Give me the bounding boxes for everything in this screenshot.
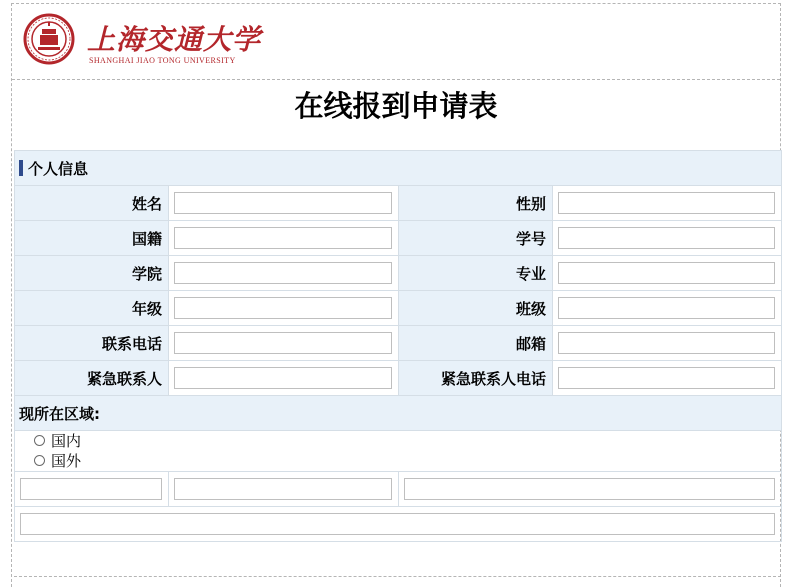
region-label: 现所在区域: xyxy=(15,396,782,431)
form-page xyxy=(11,3,781,587)
region-options xyxy=(15,431,782,472)
university-name-en: SHANGHAI JIAO TONG UNIVERSITY xyxy=(89,56,236,65)
grade-label: 年级 xyxy=(15,291,169,326)
section-marker xyxy=(19,160,23,176)
region-option-overseas[interactable] xyxy=(34,451,781,471)
section-header xyxy=(15,151,782,186)
major-input[interactable] xyxy=(558,262,775,284)
college-label: 学院 xyxy=(15,256,169,291)
form-row xyxy=(15,221,782,256)
emergency-contact-label: 紧急联系人 xyxy=(15,361,169,396)
remark-field[interactable] xyxy=(20,513,775,535)
class-label: 班级 xyxy=(399,291,553,326)
college-input[interactable] xyxy=(174,262,392,284)
page-title: 在线报到申请表 xyxy=(294,89,498,123)
form-row xyxy=(15,326,782,361)
emergency-phone-input[interactable] xyxy=(558,367,775,389)
address-field-3[interactable] xyxy=(404,478,775,500)
emergency-contact-input[interactable] xyxy=(174,367,392,389)
name-input[interactable] xyxy=(174,192,392,214)
student-id-input[interactable] xyxy=(558,227,775,249)
phone-input[interactable] xyxy=(174,332,392,354)
region-option-domestic[interactable] xyxy=(34,431,781,451)
emergency-phone-label: 紧急联系人电话 xyxy=(399,361,553,396)
radio-icon[interactable] xyxy=(34,455,45,466)
class-input[interactable] xyxy=(558,297,775,319)
radio-label: 国内 xyxy=(51,432,82,450)
divider xyxy=(14,576,781,577)
form-row xyxy=(15,186,782,221)
university-name-cn: 上海交通大学 xyxy=(87,23,262,56)
address-field-2[interactable] xyxy=(174,478,392,500)
university-header xyxy=(12,4,780,80)
radio-label: 国外 xyxy=(51,452,82,470)
phone-label: 联系电话 xyxy=(15,326,169,361)
email-input[interactable] xyxy=(558,332,775,354)
university-seal-icon xyxy=(23,13,75,65)
address-field-1[interactable] xyxy=(20,478,162,500)
nationality-input[interactable] xyxy=(174,227,392,249)
form-row xyxy=(15,256,782,291)
name-label: 姓名 xyxy=(15,186,169,221)
gender-label: 性别 xyxy=(399,186,553,221)
registration-form xyxy=(14,150,782,542)
form-row xyxy=(15,361,782,396)
nationality-label: 国籍 xyxy=(15,221,169,256)
student-id-label: 学号 xyxy=(399,221,553,256)
email-label: 邮箱 xyxy=(399,326,553,361)
major-label: 专业 xyxy=(399,256,553,291)
form-row xyxy=(15,291,782,326)
section-title: 个人信息 xyxy=(28,159,89,178)
grade-input[interactable] xyxy=(174,297,392,319)
radio-icon[interactable] xyxy=(34,435,45,446)
gender-input[interactable] xyxy=(558,192,775,214)
